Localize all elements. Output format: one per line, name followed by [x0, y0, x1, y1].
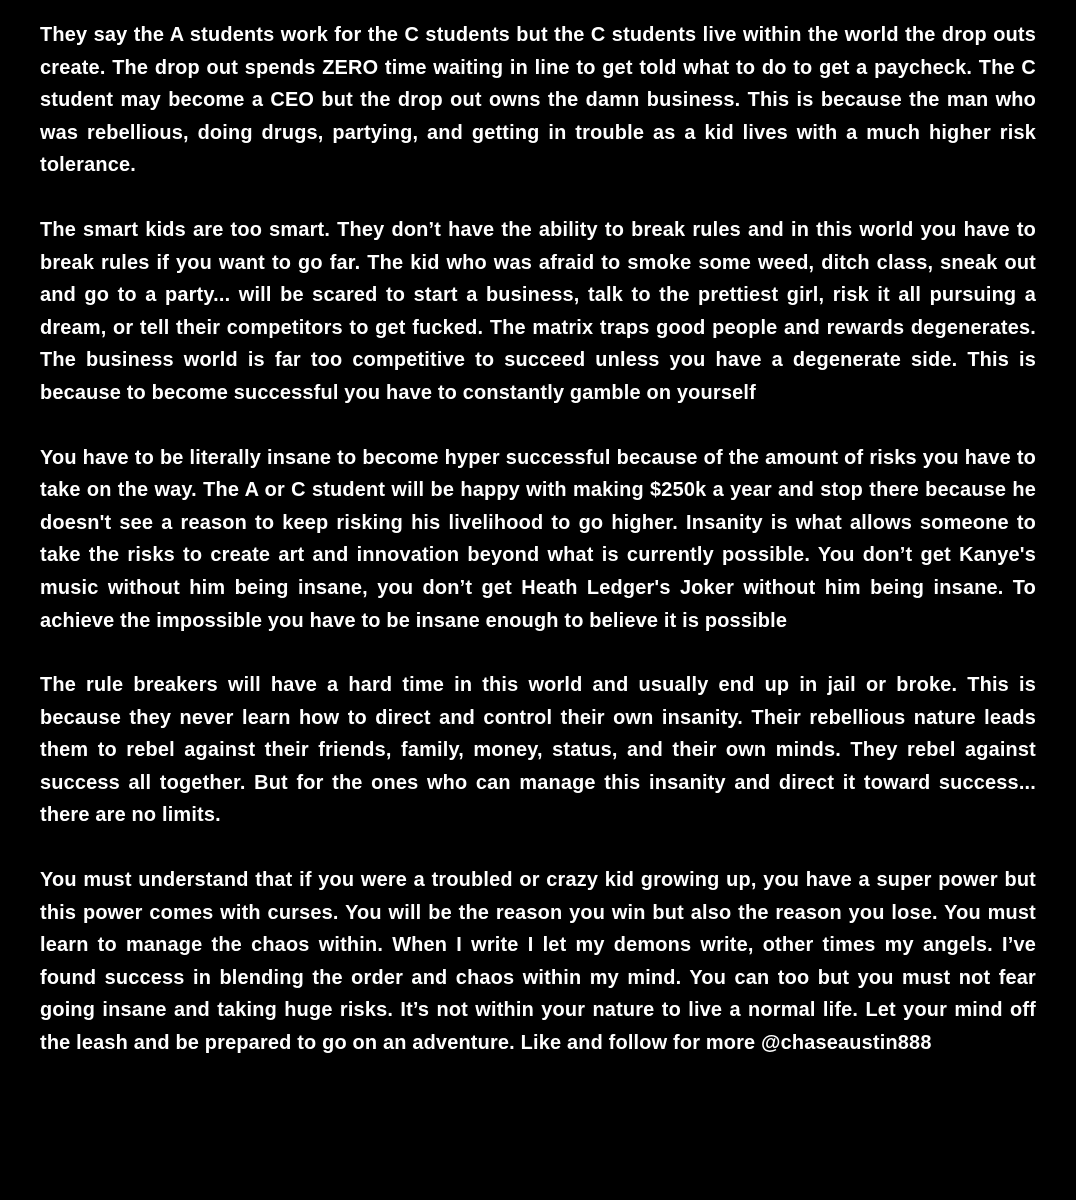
paragraph-1: They say the A students work for the C students but the C students live within the world the drop outs create. The drop out spends ZERO time waiting in line to get told what to do to get a paycheck. The C student may become a CEO but the drop out owns the damn business. This is because the man who was rebellious, doing drugs, partying, and getting in trouble as a kid lives with a much higher risk tolerance. [40, 24, 1036, 177]
paragraph-4: The rule breakers will have a hard time in this world and usually end up in jail or broke. This is because they never learn how to direct and control their own insanity. Their rebellious nature leads them to rebel against their friends, family, money, status, and their own minds. They rebel against success all together. But for the ones who can manage this insanity and direct it toward success... there are no limits. [40, 674, 1036, 827]
paragraph-5: You must understand that if you were a troubled or crazy kid growing up, you have a super power but this power comes with curses. You will be the reason you win but also the reason you lose. You must learn to manage the chaos within. When I write I let my demons write, other times my angels. I’ve found success in blending the order and chaos within my mind. You can too but you must not fear going insane and taking huge risks. It’s not within your nature to live a normal life. Let your mind off the leash and be prepared to go on an adventure. Like and follow for more @chaseaustin888 [40, 869, 1036, 1055]
paragraph-2: The smart kids are too smart. They don’t have the ability to break rules and in this world you have to break rules if you want to go far. The kid who was afraid to smoke some weed, ditch class, sneak out and go to a party... will be scared to start a business, talk to the prettiest girl, risk it all pursuing a dream, or tell their competitors to get fucked. The matrix traps good people and rewards degenerates. The business world is far too competitive to succeed unless you have a degenerate side. This is because to become successful you have to constantly gamble on yourself [40, 218, 1036, 404]
paragraph-3: You have to be literally insane to become hyper successful because of the amount of risks you have to take on the way. The A or C student will be happy with making $250k a year and stop there because he doesn't see a reason to keep risking his livelihood to go higher. Insanity is what allows someone to take the risks to create art and innovation beyond what is currently possible. You don’t get Kanye's music without him being insane, you don’t get Heath Ledger's Joker without him being insane. To achieve the impossible you have to be insane enough to believe it is possible [40, 446, 1036, 632]
